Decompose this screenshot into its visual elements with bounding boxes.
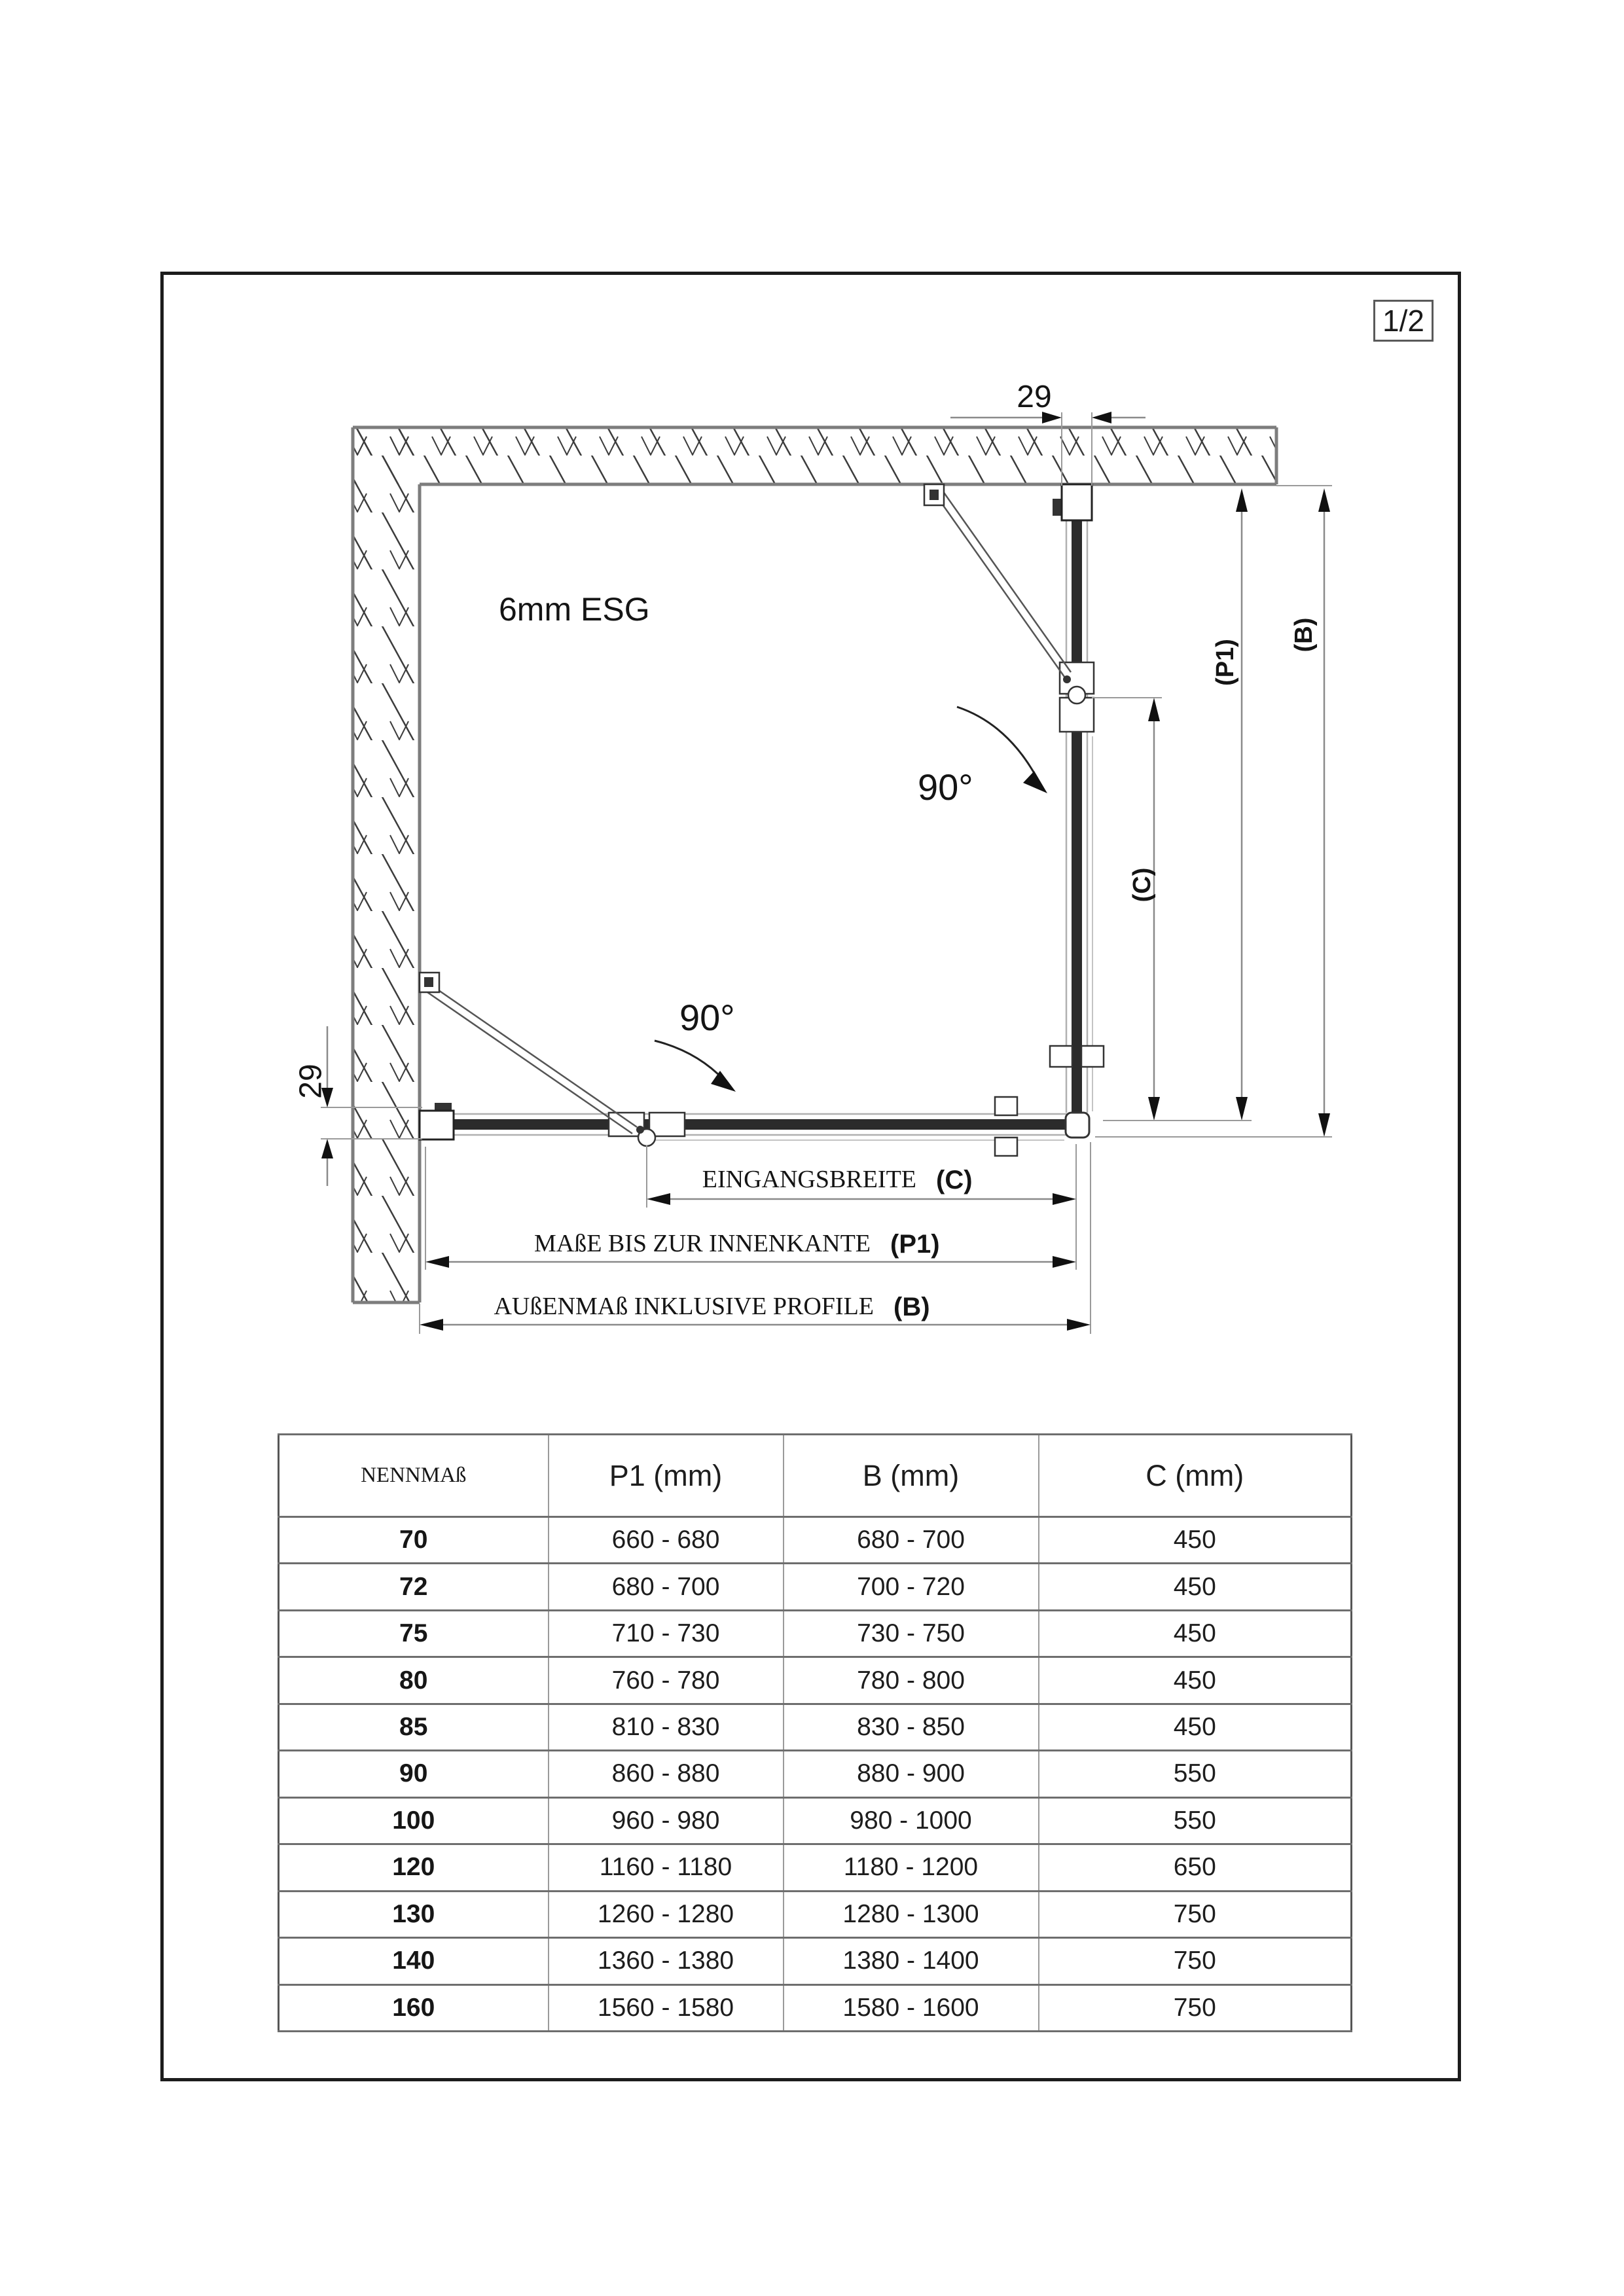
cell-nennmass: 85 — [279, 1704, 549, 1750]
table-row — [279, 1751, 1352, 1797]
cell-p1: 960 - 980 — [549, 1797, 784, 1844]
wall-left-hatch — [353, 427, 420, 1302]
hinge-right-panel — [1060, 662, 1094, 732]
header-c: C (mm) — [1039, 1435, 1352, 1517]
wall-profile-top — [1053, 484, 1092, 520]
cell-c: 650 — [1039, 1844, 1352, 1891]
table-row — [279, 1844, 1352, 1891]
arc-arrowhead — [1023, 771, 1047, 793]
cell-c: 550 — [1039, 1797, 1352, 1844]
cell-nennmass: 160 — [279, 1984, 549, 2031]
door-hinge-point — [1063, 675, 1071, 683]
dim-arrowhead — [1318, 488, 1330, 512]
swing-arc-bottom — [655, 1041, 736, 1092]
door-hinge-point — [636, 1126, 644, 1134]
cell-c: 750 — [1039, 1891, 1352, 1937]
dim-arrowhead — [1092, 412, 1111, 423]
cell-nennmass: 130 — [279, 1891, 549, 1937]
wall-profile-block — [420, 1111, 454, 1139]
clamp-block — [1081, 1046, 1104, 1067]
dim-arrowhead — [1053, 1193, 1076, 1205]
angle-label-bottom: 90° — [679, 997, 735, 1038]
table-header-row — [279, 1435, 1352, 1517]
cell-p1: 660 - 680 — [549, 1517, 784, 1564]
cell-p1: 860 - 880 — [549, 1751, 784, 1797]
cell-c: 450 — [1039, 1704, 1352, 1750]
cell-p1: 1160 - 1180 — [549, 1844, 784, 1891]
cell-b: 700 - 720 — [784, 1564, 1039, 1610]
profile-knob — [435, 1103, 452, 1111]
dim-arrowhead — [1148, 1097, 1160, 1121]
cell-b: 780 - 800 — [784, 1657, 1039, 1704]
cell-b: 830 - 850 — [784, 1704, 1039, 1750]
dim-p1-vertical-label: (P1) — [1212, 639, 1240, 686]
cell-nennmass: 120 — [279, 1844, 549, 1891]
glass-panel-bottom — [454, 1114, 1071, 1140]
glass-thickness-label: 6mm ESG — [499, 591, 650, 628]
dim-arrowhead — [1053, 1256, 1076, 1268]
cell-p1: 760 - 780 — [549, 1657, 784, 1704]
door-bracket-detail — [929, 490, 939, 500]
cell-b: 730 - 750 — [784, 1610, 1039, 1657]
cell-p1: 1560 - 1580 — [549, 1984, 784, 2031]
wall-profile-block — [1062, 484, 1092, 520]
cell-b: 1380 - 1400 — [784, 1938, 1039, 1984]
dim-29-left-label: 29 — [293, 1064, 329, 1099]
arc-arrowhead — [711, 1071, 736, 1092]
door-bottom-open — [420, 973, 644, 1134]
wall-profile-bottom — [420, 1103, 454, 1139]
table-row — [279, 1610, 1352, 1657]
cell-nennmass: 75 — [279, 1610, 549, 1657]
door-edge — [430, 984, 637, 1127]
clamp-block — [995, 1138, 1017, 1156]
cell-p1: 810 - 830 — [549, 1704, 784, 1750]
cell-b: 980 - 1000 — [784, 1797, 1039, 1844]
cell-c: 450 — [1039, 1564, 1352, 1610]
cell-nennmass: 140 — [279, 1938, 549, 1984]
dim-p1-code: (P1) — [890, 1230, 940, 1259]
dim-vertical-b — [1290, 488, 1330, 1137]
cell-nennmass: 100 — [279, 1797, 549, 1844]
wall-top-hatch — [353, 427, 1276, 484]
table-row — [279, 1564, 1352, 1610]
cell-b: 1580 - 1600 — [784, 1984, 1039, 2031]
angle-label-top: 90° — [918, 766, 973, 808]
corner-connector — [1066, 1113, 1089, 1138]
dim-arrowhead — [1318, 1113, 1330, 1137]
header-nennmass: NENNMAß — [279, 1435, 549, 1517]
door-edge — [935, 493, 1064, 677]
cell-nennmass: 72 — [279, 1564, 549, 1610]
cell-c: 750 — [1039, 1938, 1352, 1984]
dim-c-text: EINGANGSBREITE — [702, 1166, 916, 1193]
cell-p1: 680 - 700 — [549, 1564, 784, 1610]
table-row — [279, 1704, 1352, 1750]
dim-b-vertical-label: (B) — [1290, 617, 1318, 653]
door-edge — [425, 991, 632, 1134]
hinge-bottom-panel — [609, 1113, 685, 1146]
dim-arrowhead — [1148, 698, 1160, 721]
table-row — [279, 1984, 1352, 2031]
door-edge — [941, 489, 1071, 672]
dim-b-code: (B) — [893, 1293, 930, 1321]
dim-vertical-p1 — [1212, 488, 1248, 1121]
cell-b: 1280 - 1300 — [784, 1891, 1039, 1937]
dim-arrowhead — [420, 1319, 443, 1331]
dim-arrowhead — [321, 1139, 333, 1158]
dim-29-top-label: 29 — [1017, 380, 1052, 414]
cell-nennmass: 70 — [279, 1517, 549, 1564]
cell-b: 680 - 700 — [784, 1517, 1039, 1564]
cell-nennmass: 90 — [279, 1751, 549, 1797]
dim-arrowhead — [1236, 488, 1248, 512]
dim-arrowhead — [1236, 1097, 1248, 1121]
dim-p1-text: MAßE BIS ZUR INNENKANTE — [533, 1230, 871, 1257]
header-b: B (mm) — [784, 1435, 1039, 1517]
arc — [655, 1041, 724, 1080]
cell-c: 450 — [1039, 1517, 1352, 1564]
header-p1: P1 (mm) — [549, 1435, 784, 1517]
cell-c: 450 — [1039, 1610, 1352, 1657]
page-number: 1/2 — [1382, 304, 1424, 338]
vertical-dim-extensions — [1095, 486, 1332, 1137]
dim-b-text: AUßENMAß INKLUSIVE PROFILE — [494, 1293, 874, 1320]
door-bracket-detail — [424, 977, 433, 987]
cell-c: 450 — [1039, 1657, 1352, 1704]
table-row — [279, 1657, 1352, 1704]
dim-c-code: (C) — [936, 1166, 973, 1194]
table-row — [279, 1517, 1352, 1564]
dim-arrowhead — [1067, 1319, 1091, 1331]
size-table — [278, 1433, 1352, 2032]
table-row — [279, 1797, 1352, 1844]
table-row — [279, 1938, 1352, 1984]
glass-panel-right — [1066, 520, 1092, 1130]
dim-arrowhead — [647, 1193, 670, 1205]
cell-p1: 1360 - 1380 — [549, 1938, 784, 1984]
dim-arrowhead — [425, 1256, 449, 1268]
table-row — [279, 1891, 1352, 1937]
dim-c-vertical-label: (C) — [1128, 867, 1157, 903]
cell-p1: 710 - 730 — [549, 1610, 784, 1657]
cell-c: 750 — [1039, 1984, 1352, 2031]
clamp-block — [995, 1097, 1017, 1115]
hinge-pivot — [1068, 687, 1085, 704]
cell-b: 880 - 900 — [784, 1751, 1039, 1797]
size-table-container — [278, 1433, 1350, 2032]
clamp-block — [1050, 1046, 1072, 1067]
cell-nennmass: 80 — [279, 1657, 549, 1704]
profile-knob — [1053, 499, 1062, 516]
cell-b: 1180 - 1200 — [784, 1844, 1039, 1891]
cell-p1: 1260 - 1280 — [549, 1891, 784, 1937]
cell-c: 550 — [1039, 1751, 1352, 1797]
door-top-open — [924, 484, 1071, 683]
